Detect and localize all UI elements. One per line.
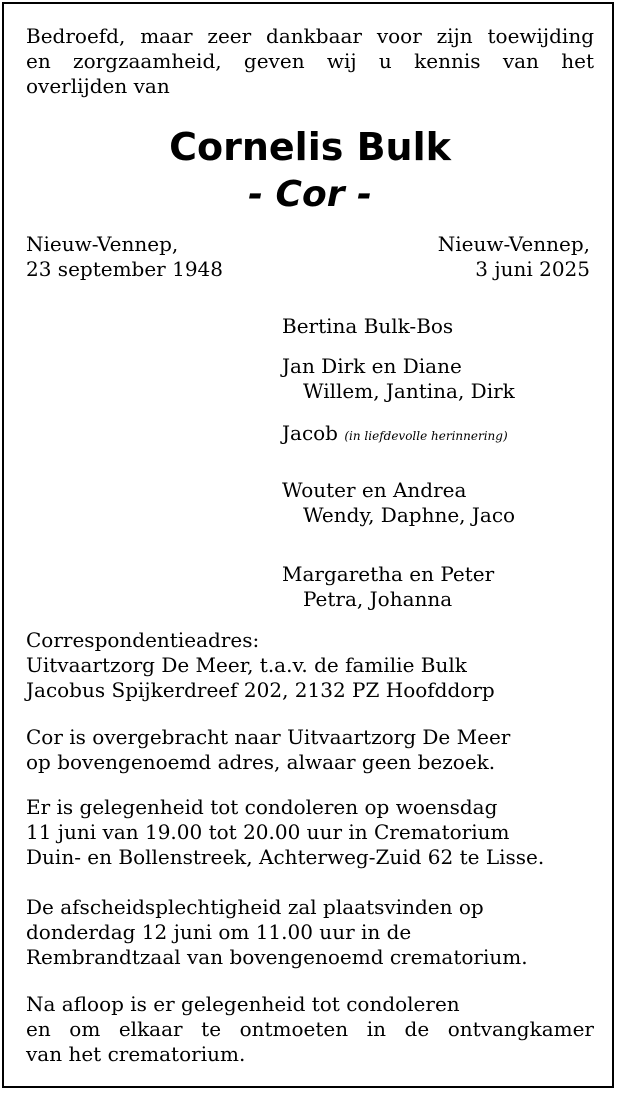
paragraph-line: en om elkaar te ontmoeten in de ontvangkamer [26, 1017, 594, 1041]
paragraph-line: Na afloop is er gelegenheid tot condoleren [26, 992, 460, 1016]
death-place: Nieuw-Vennep, [437, 232, 590, 256]
family-children: Willem, Jantina, Dirk [303, 379, 515, 403]
paragraph-line: Er is gelegenheid tot condoleren op woensdag [26, 795, 498, 819]
correspondence-address [26, 628, 495, 703]
family-group [282, 562, 494, 612]
paragraph-line: Cor is overgebracht naar Uitvaartzorg De Meer [26, 725, 511, 749]
intro-line: overlijden van [26, 74, 170, 98]
family-parents: Margaretha en Peter [282, 562, 495, 586]
death-info [438, 232, 590, 282]
paragraph-line: 11 juni van 19.00 tot 20.00 uur in Crematorium [26, 820, 510, 844]
address-line: Uitvaartzorg De Meer, t.a.v. de familie Bulk [26, 653, 467, 677]
intro-line: en zorgzaamheid, geven wij u kennis van het [26, 49, 594, 73]
family-children: Wendy, Daphne, Jaco [303, 503, 516, 527]
paragraph-line: Duin- en Bollenstreek, Achterweg-Zuid 62 te Lisse. [26, 845, 545, 869]
birth-date: 23 september 1948 [26, 257, 224, 281]
paragraph-condolence [26, 795, 544, 870]
paragraph-line: donderdag 12 juni om 11.00 uur in de [26, 920, 412, 944]
family-group [282, 478, 515, 528]
family-group [282, 421, 508, 449]
paragraph-line: van het crematorium. [26, 1042, 246, 1066]
deceased-name: Cornelis Bulk [169, 125, 451, 169]
paragraph-line: De afscheidsplechtigheid zal plaatsvinden op [26, 895, 484, 919]
family-group [282, 354, 515, 404]
address-line: Correspondentieadres: [26, 628, 260, 652]
paragraph-afterwards [26, 992, 594, 1067]
intro-text [26, 24, 594, 99]
family-member: Jacob [282, 421, 338, 445]
birth-place: Nieuw-Vennep, [26, 232, 179, 256]
birth-info [26, 232, 223, 282]
paragraph-line: op bovengenoemd adres, alwaar geen bezoek. [26, 750, 496, 774]
deceased-nickname: - Cor - [248, 174, 372, 215]
family-spouse: Bertina Bulk-Bos [282, 314, 454, 338]
family-parents: Jan Dirk en Diane [282, 354, 462, 378]
paragraph-ceremony [26, 895, 528, 970]
paragraph-transfer [26, 725, 510, 775]
family-parents: Wouter en Andrea [282, 478, 467, 502]
family-note: (in liefdevolle herinnering) [344, 429, 508, 443]
death-date: 3 juni 2025 [475, 257, 590, 281]
paragraph-line: Rembrandtzaal van bovengenoemd crematorium. [26, 945, 528, 969]
family-children: Petra, Johanna [303, 587, 453, 611]
address-line: Jacobus Spijkerdreef 202, 2132 PZ Hoofddorp [26, 678, 495, 702]
intro-line: Bedroefd, maar zeer dankbaar voor zijn toewijding [26, 24, 594, 48]
